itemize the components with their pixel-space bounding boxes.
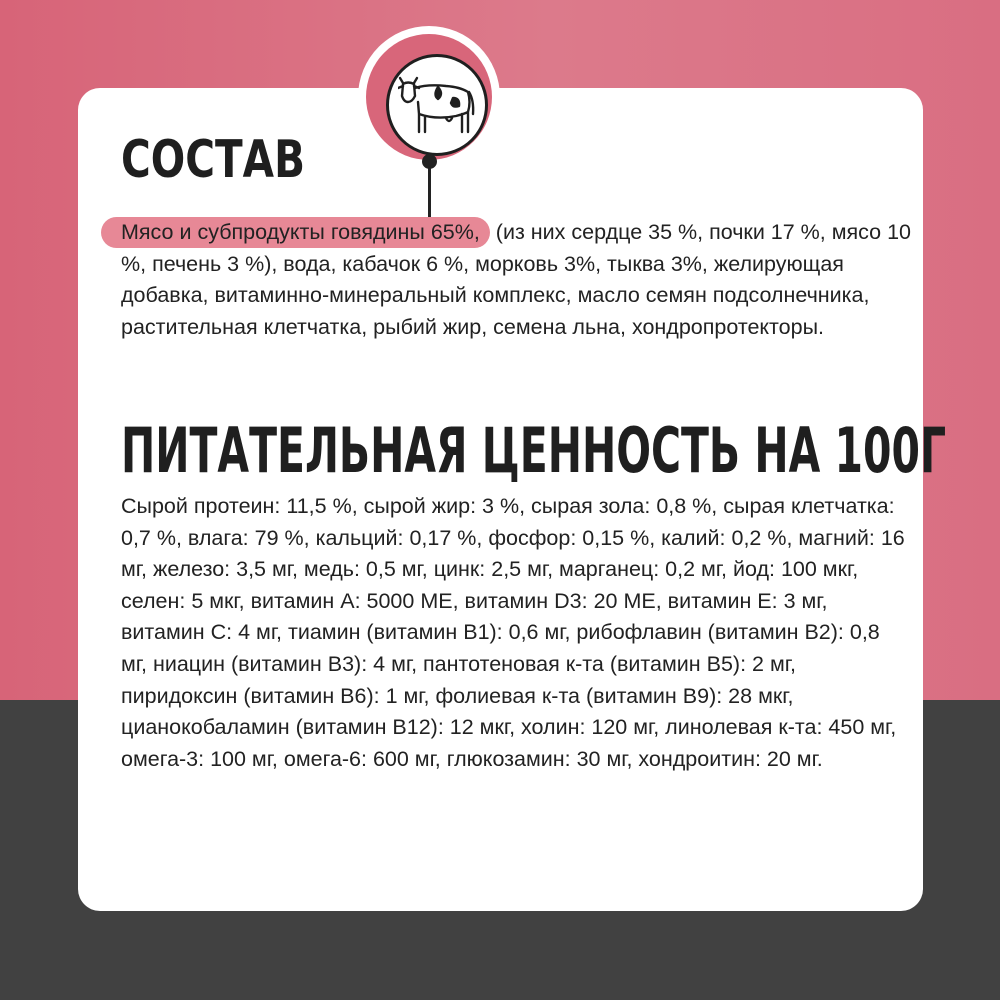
composition-highlight: Мясо и субпродукты говядины 65%, (101, 217, 490, 248)
badge-ring (366, 34, 492, 160)
nutrition-text: Сырой протеин: 11,5 %, сырой жир: 3 %, сырая зола: 0,8 %, сырая клетчатка: 0,7 %, влага: 79 %, кальций: 0,17 %, фосфор: 0,15 %, калий: 0,2 %, магний: 16 мг, железо: 3,5 мг, медь: 0,5 мг, цинк: 2,5 мг, марганец: 0,2 мг, йод: 100 мкг, селен: 5 мкг, витамин А: 5000 МЕ, витамин D3: 20 МЕ, витамин Е: 3 мг, витамин С: 4 мг, тиамин (витамин В1): 0,6 мг, рибофлавин (витамин В2): 0,8 мг, ниацин (витамин В3): 4 мг, пантотеновая к-та (витамин В5): 2 мг, пиридоксин (витамин В6): 1 мг, фолиевая к-та (витамин В9): 28 мкг, цианокобаламин (витамин В12): 12 мкг, холин: 120 мг, линолевая к-та: 450 мг, омега-3: 100 мг, омега-6: 600 мг, глюкозамин: 30 мг, хондроитин: 20 мг. (121, 494, 905, 771)
cow-icon (398, 74, 476, 136)
connector-dot (422, 154, 437, 169)
composition-body: (из них сердце 35 %, почки 17 %, мясо 10 %, печень 3 %), вода, кабачок 6 %, морковь 3%, тыква 3%, желирующая добавка, витаминно-минеральный комплекс, масло семян подсолнечника, растительная клетчатка, рыбий жир, семена льна, хондропротекторы. (121, 220, 912, 339)
composition-text (121, 217, 911, 343)
badge (358, 26, 500, 168)
badge-inner (386, 54, 488, 156)
composition-heading: СОСТАВ (121, 130, 305, 190)
nutrition-heading: ПИТАТЕЛЬНАЯ ЦЕННОСТЬ НА 100Г (121, 414, 947, 487)
